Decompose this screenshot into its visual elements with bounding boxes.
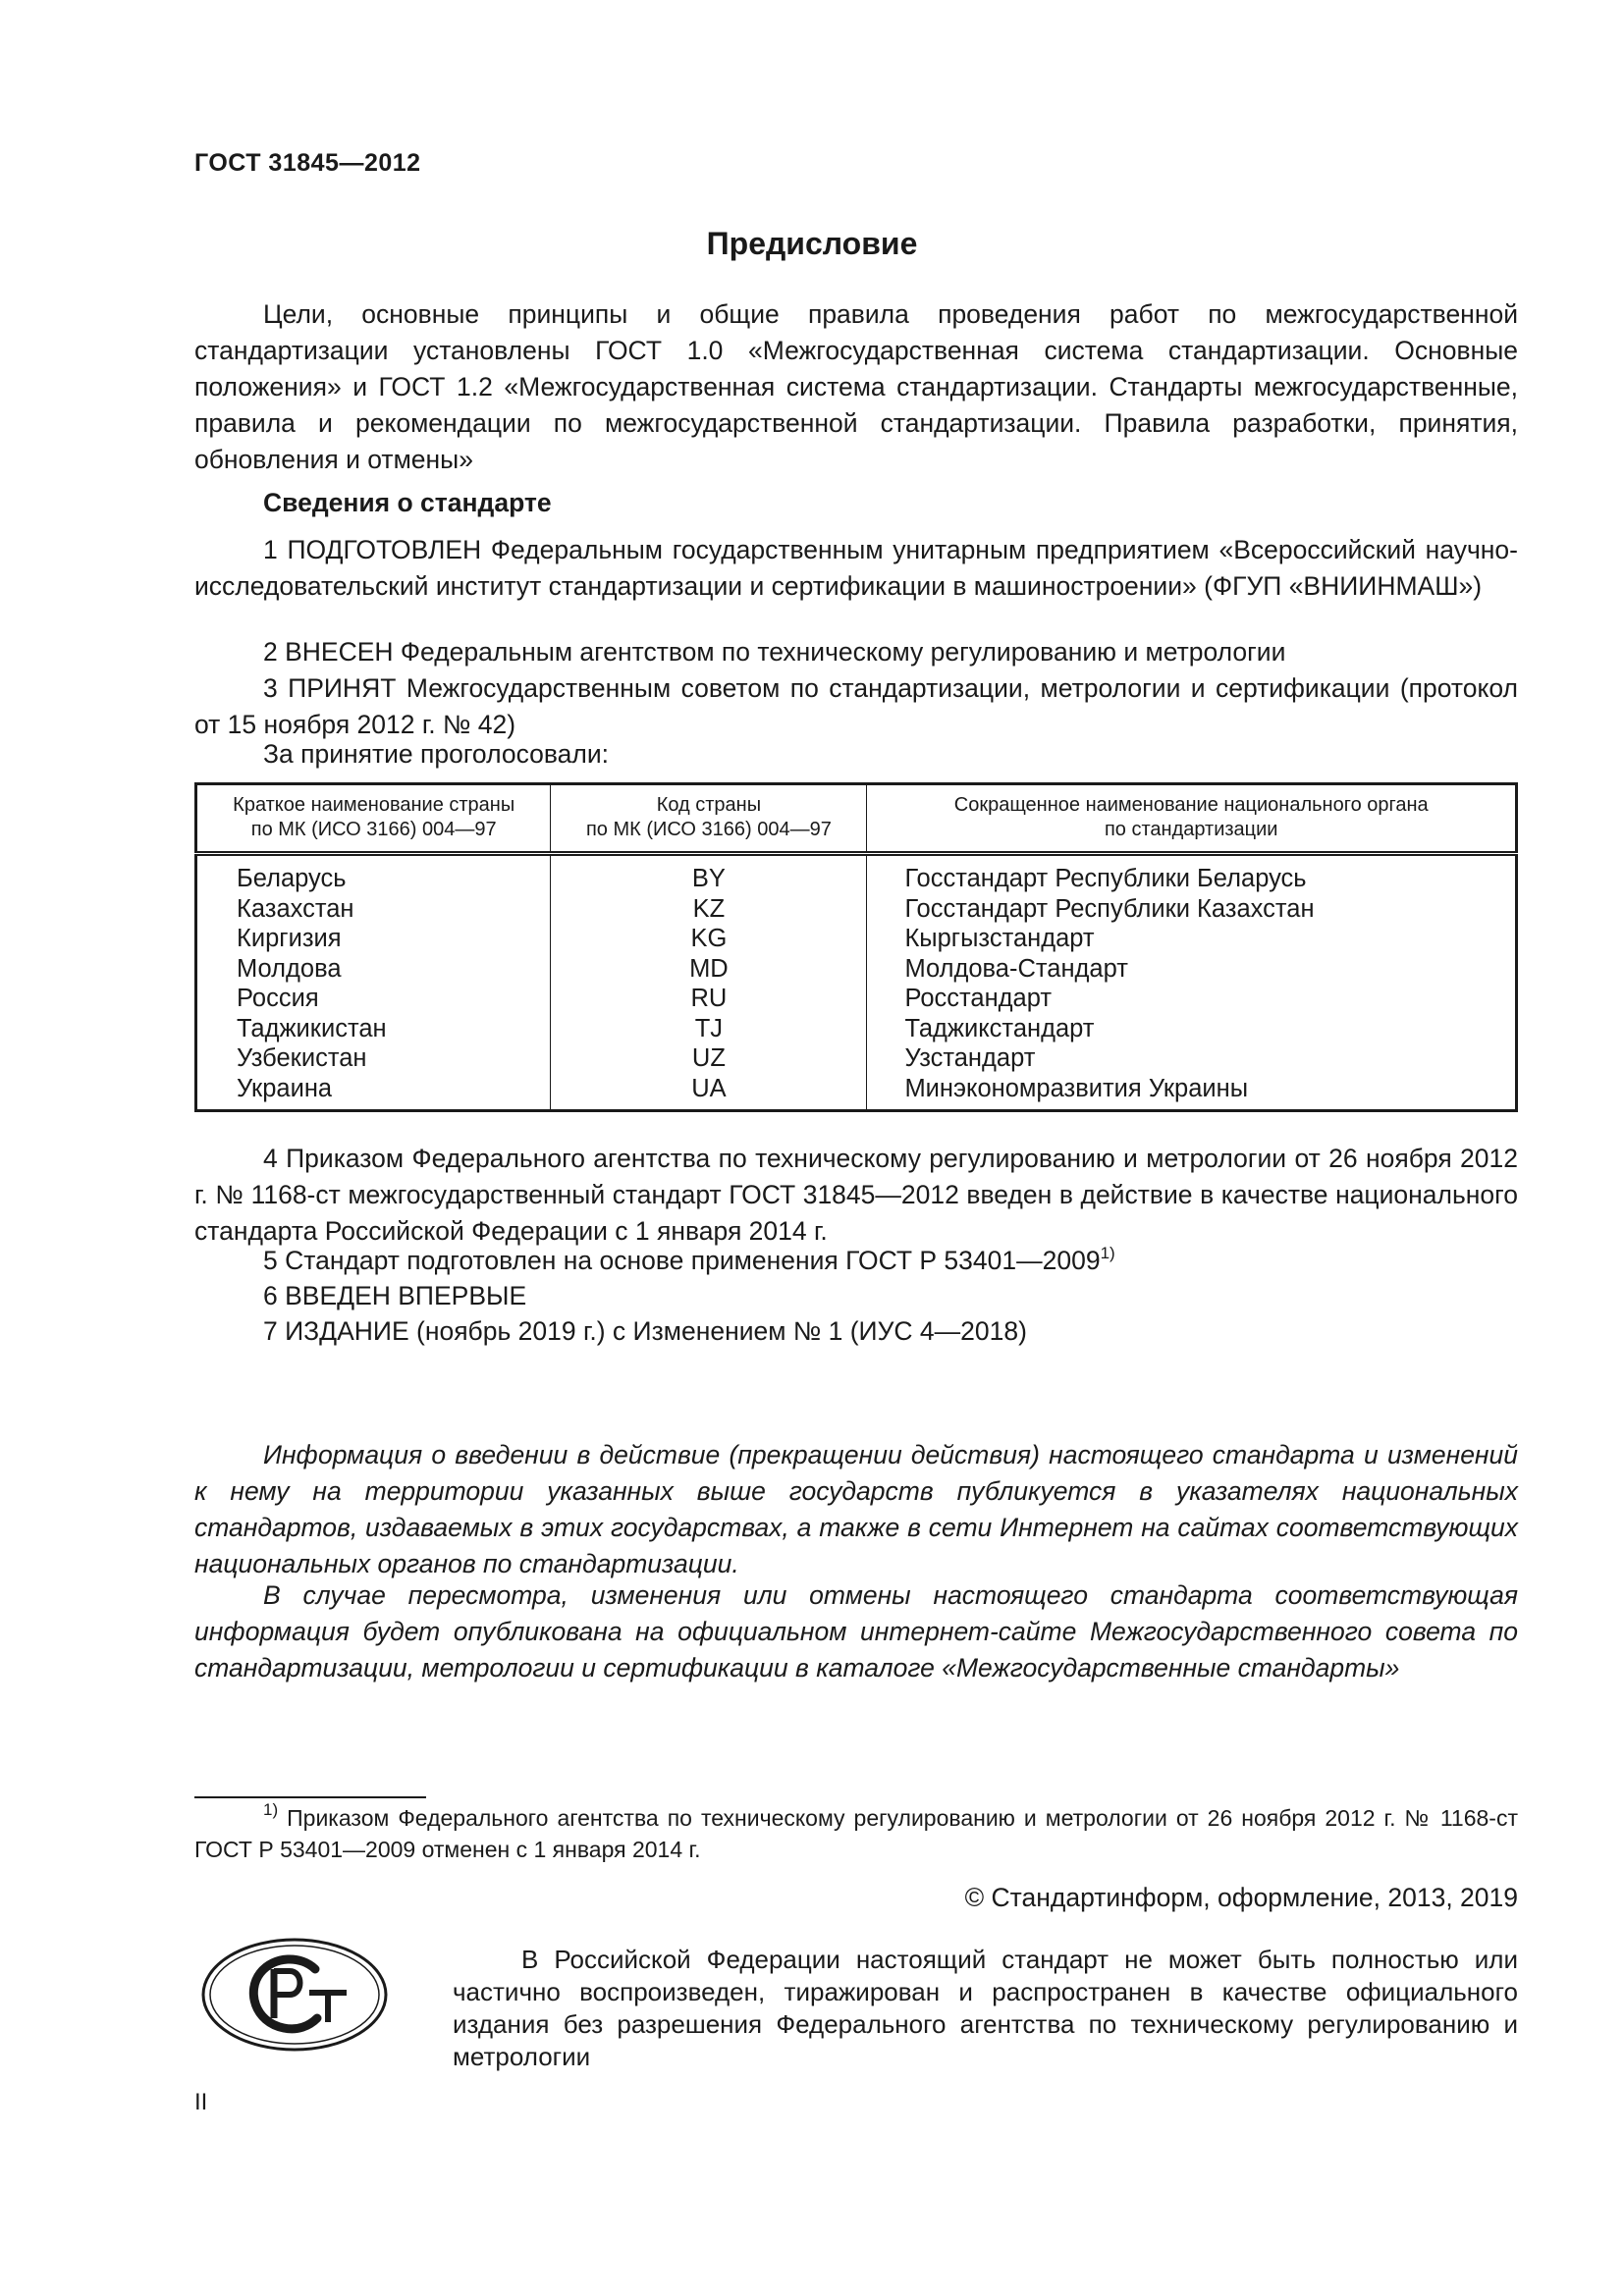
country-code: UA bbox=[551, 1074, 867, 1111]
country-code: MD bbox=[551, 954, 867, 985]
item-5-text: 5 Стандарт подготовлен на основе применения ГОСТ Р 53401—2009 bbox=[263, 1246, 1101, 1275]
item-4-paragraph bbox=[194, 1141, 1518, 1250]
country-name: Молдова bbox=[196, 954, 551, 985]
page-number: II bbox=[194, 2089, 208, 2115]
table-row bbox=[196, 1043, 1517, 1074]
national-body: Госстандарт Республики Казахстан bbox=[904, 894, 1315, 923]
table-row bbox=[196, 954, 1517, 985]
footnote-divider bbox=[194, 1796, 426, 1798]
table-row bbox=[196, 894, 1517, 925]
info-heading: Сведения о стандарте bbox=[263, 488, 552, 517]
page-title: Предисловие bbox=[706, 226, 918, 261]
item-1-text: 1 ПОДГОТОВЛЕН Федеральным государственным унитарным предприятием «Всероссийский научно-исследовательский институт стандартизации и сертификации в машиностроении» (ФГУП «ВНИИНМАШ») bbox=[194, 535, 1518, 601]
vote-intro-text: За принятие проголосовали: bbox=[263, 739, 610, 769]
country-code: KG bbox=[551, 924, 867, 954]
italic-note-2-text: В случае пересмотра, изменения или отмены настоящего стандарта соответствующая информация будет опубликована на официальном интернет-сайте Межгосударственного совета по стандартизации, метрологии и сертификации в каталоге «Межгосударственные стандарты» bbox=[194, 1580, 1518, 1682]
item-1-paragraph bbox=[194, 532, 1518, 605]
footnote bbox=[194, 1802, 1518, 1865]
country-code: RU bbox=[551, 984, 867, 1014]
national-body: Таджикстандарт bbox=[904, 1014, 1095, 1042]
country-name: Узбекистан bbox=[196, 1043, 551, 1074]
item-3-text: 3 ПРИНЯТ Межгосударственным советом по стандартизации, метрологии и сертификации (протокол от 15 ноября 2012 г. № 42) bbox=[194, 673, 1518, 739]
country-name: Россия bbox=[196, 984, 551, 1014]
table-row bbox=[196, 924, 1517, 954]
national-body: Молдова-Стандарт bbox=[904, 954, 1128, 983]
national-body: Минэкономразвития Украины bbox=[904, 1074, 1249, 1102]
footnote-text: Приказом Федерального агентства по техническому регулированию и метрологии от 26 ноября 2012 г. № 1168-ст ГОСТ Р 53401—2009 отменен с 1 января 2014 г. bbox=[194, 1805, 1518, 1862]
item-7-text: 7 ИЗДАНИЕ (ноябрь 2019 г.) с Изменением № 1 (ИУС 4—2018) bbox=[263, 1316, 1027, 1346]
document-code: ГОСТ 31845—2012 bbox=[194, 149, 421, 177]
header-national-body: Сокращенное наименование национального органа по стандартизации bbox=[867, 784, 1517, 854]
header-country-name: Краткое наименование страны по МК (ИСО 3166) 004—97 bbox=[196, 784, 551, 854]
item-4-text: 4 Приказом Федерального агентства по техническому регулированию и метрологии от 26 ноября 2012 г. № 1168-ст межгосударственный стандарт ГОСТ 31845—2012 введен в действие в качестве национального стандарта Российской Федерации с 1 января 2014 г. bbox=[194, 1144, 1518, 1246]
rst-certification-mark-icon bbox=[199, 1936, 391, 2054]
table-row bbox=[196, 984, 1517, 1014]
national-body: Узстандарт bbox=[904, 1044, 1036, 1072]
intro-text: Цели, основные принципы и общие правила проведения работ по межгосударственной стандартизации установлены ГОСТ 1.0 «Межгосударственная система стандартизации. Основные положения» и ГОСТ 1.2 «Межгосударственная система стандартизации. Стандарты межгосударственные, правила и рекомендации по межгосударственной стандартизации. Правила разработки, принятия, обновления и отмены» bbox=[194, 299, 1518, 474]
item-2-text: 2 ВНЕСЕН Федеральным агентством по техническому регулированию и метрологии bbox=[263, 637, 1286, 667]
country-code: TJ bbox=[551, 1014, 867, 1044]
item-3-paragraph bbox=[194, 670, 1518, 743]
italic-note-1-text: Информация о введении в действие (прекращении действия) настоящего стандарта и изменений к нему на территории указанных выше государств публикуется в указателях национальных стандартов, издаваемых в этих государствах, а также в сети Интернет на сайтах соответствующих национальных органов по стандартизации. bbox=[194, 1440, 1518, 1578]
vote-table bbox=[194, 782, 1518, 1112]
national-body: Кыргызстандарт bbox=[904, 925, 1095, 952]
footnote-reference: 1) bbox=[1100, 1244, 1115, 1262]
italic-note-1 bbox=[194, 1437, 1518, 1582]
country-name: Украина bbox=[196, 1074, 551, 1111]
footnote-mark: 1) bbox=[263, 1800, 279, 1819]
item-6-text: 6 ВВЕДЕН ВПЕРВЫЕ bbox=[263, 1281, 527, 1310]
country-name: Беларусь bbox=[196, 854, 551, 894]
table-row bbox=[196, 854, 1517, 894]
reproduction-notice bbox=[453, 1944, 1518, 2073]
reproduction-notice-text: В Российской Федерации настоящий стандарт не может быть полностью или частично воспроизведен, тиражирован и распространен в качестве официального издания без разрешения Федерального агентства по техническому регулированию и метрологии bbox=[453, 1945, 1518, 2071]
national-body: Росстандарт bbox=[904, 985, 1053, 1012]
vote-table-header-row bbox=[196, 784, 1517, 854]
country-code: UZ bbox=[551, 1043, 867, 1074]
copyright-line: © Стандартинформ, оформление, 2013, 2019 bbox=[964, 1883, 1518, 1912]
national-body: Госстандарт Республики Беларусь bbox=[904, 865, 1307, 892]
table-row bbox=[196, 1014, 1517, 1044]
country-name: Таджикистан bbox=[196, 1014, 551, 1044]
intro-paragraph bbox=[194, 296, 1518, 478]
country-name: Киргизия bbox=[196, 924, 551, 954]
header-country-code: Код страны по МК (ИСО 3166) 004—97 bbox=[551, 784, 867, 854]
country-name: Казахстан bbox=[196, 894, 551, 925]
country-code: KZ bbox=[551, 894, 867, 925]
item-5-paragraph bbox=[263, 1243, 1115, 1279]
table-row bbox=[196, 1074, 1517, 1111]
country-code: BY bbox=[551, 854, 867, 894]
italic-note-2 bbox=[194, 1577, 1518, 1686]
